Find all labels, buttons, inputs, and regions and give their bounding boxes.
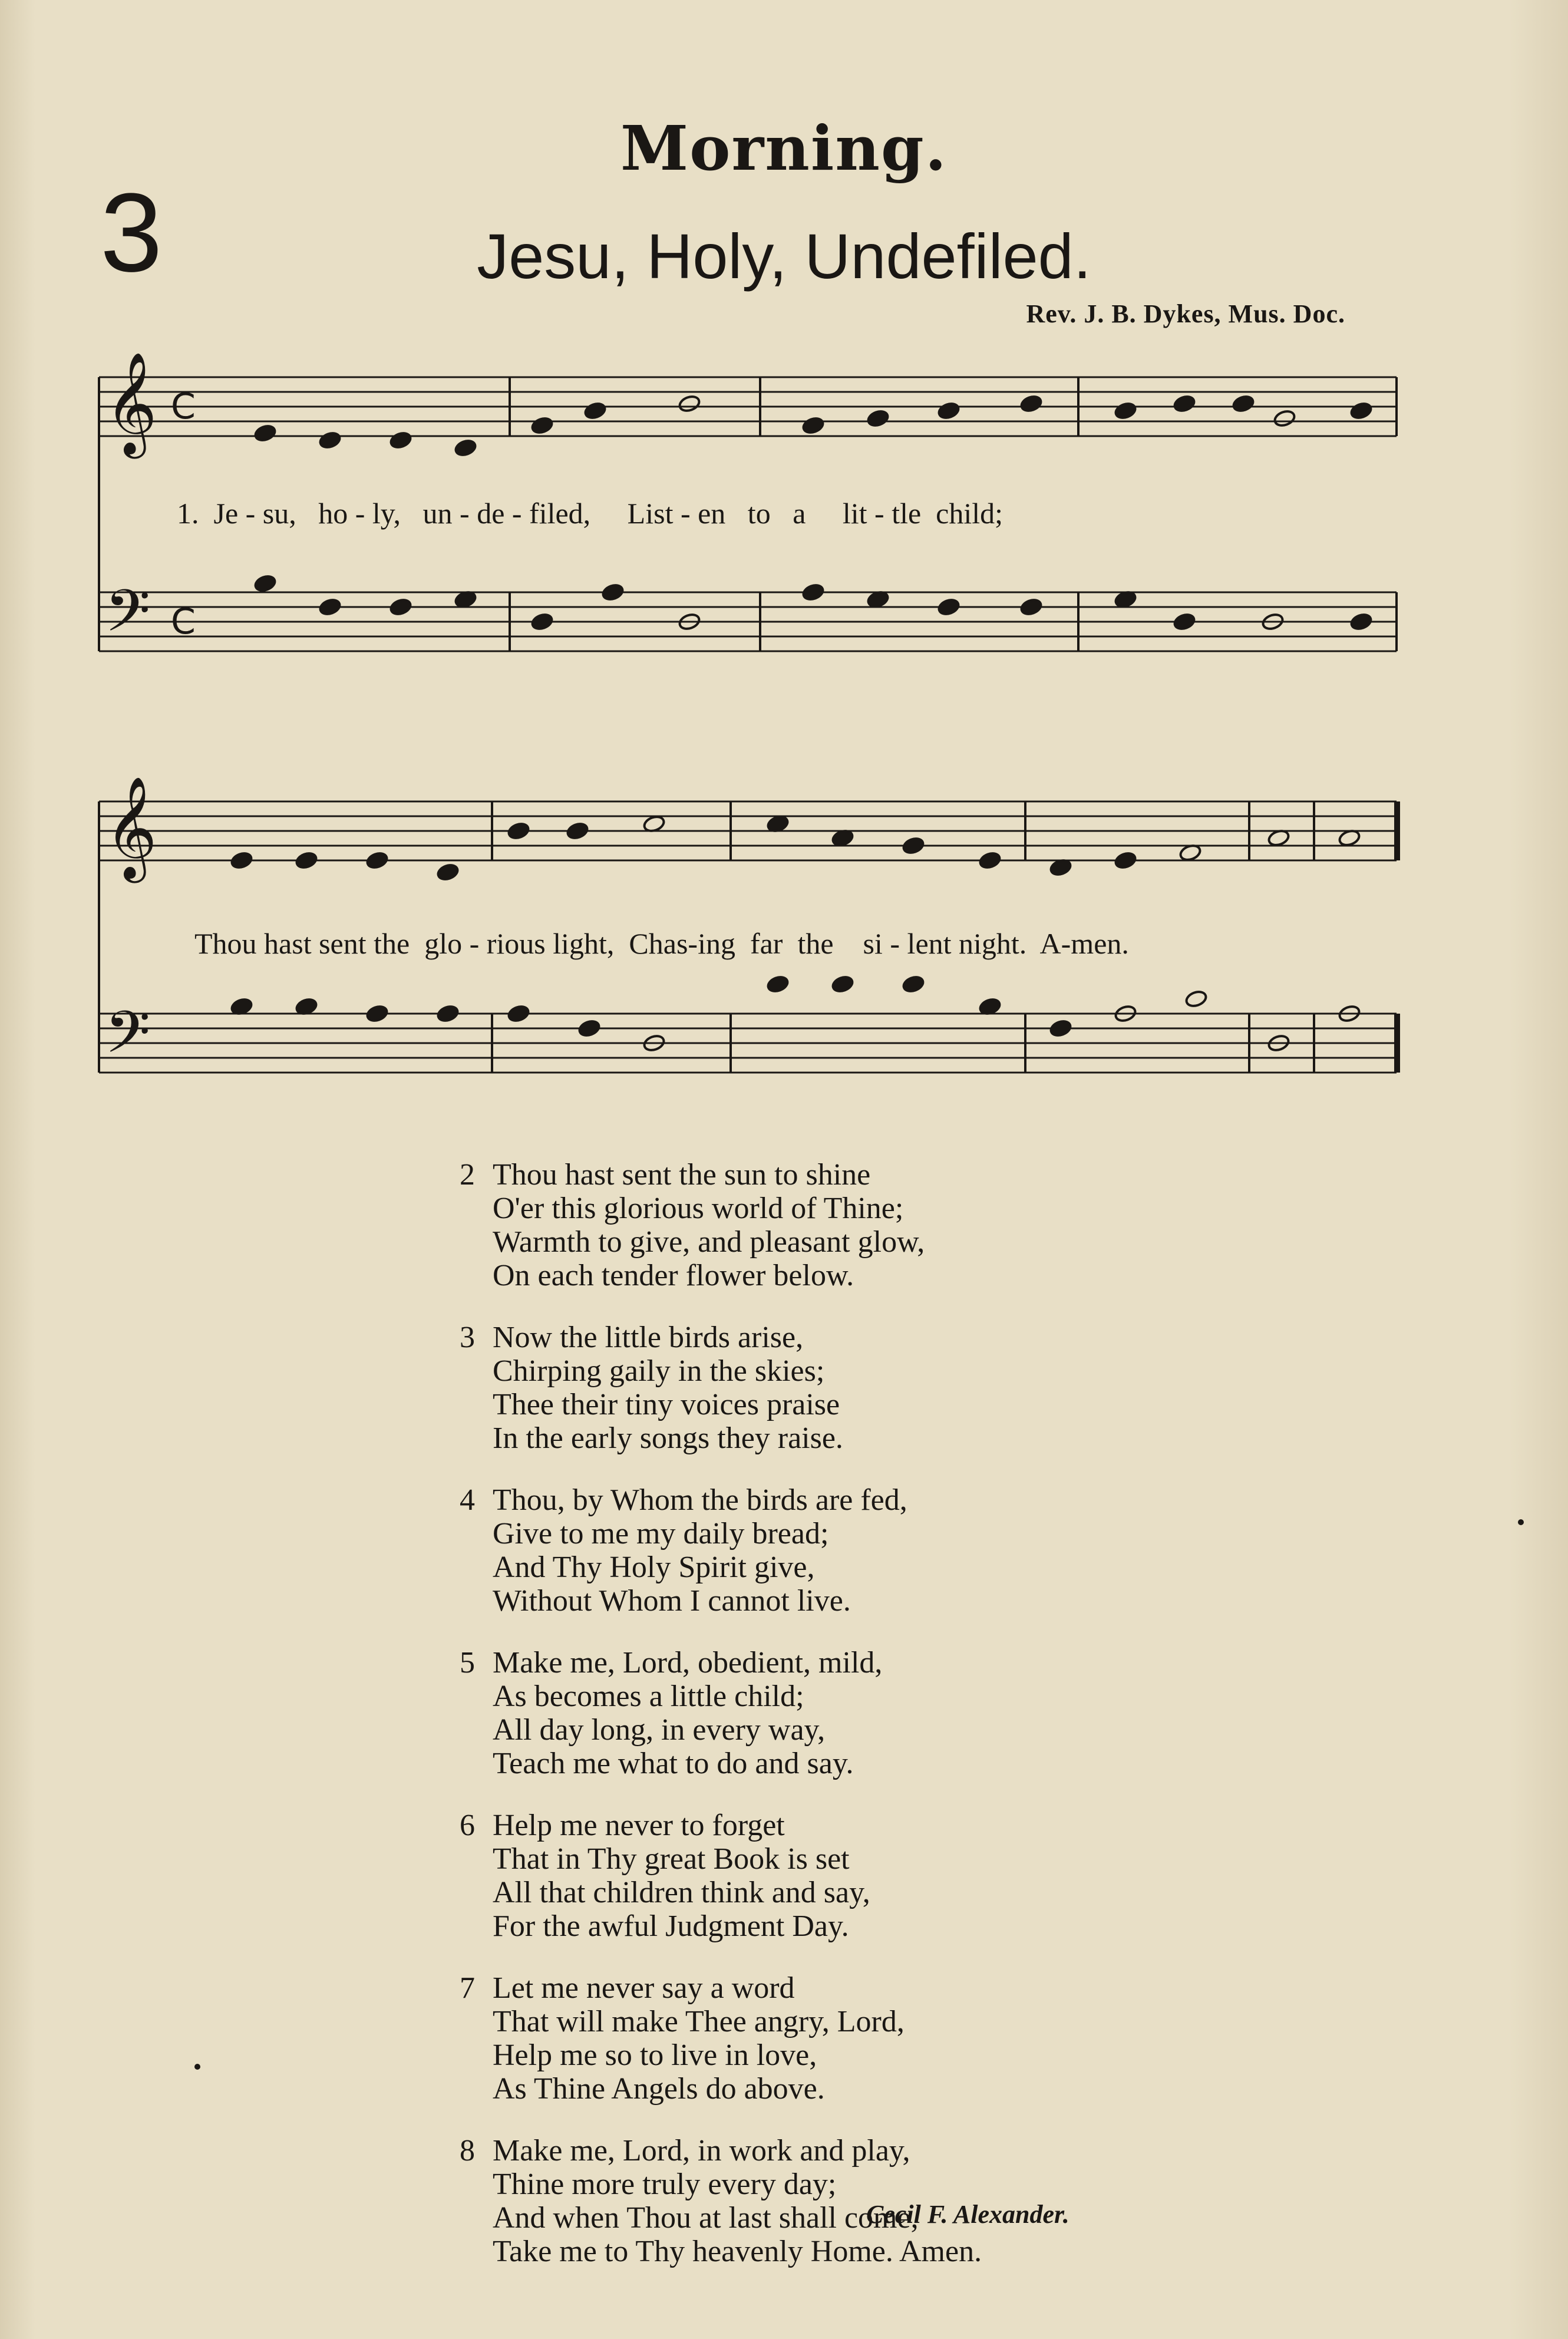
verse-line bbox=[460, 1809, 1343, 1842]
note-head bbox=[318, 431, 341, 450]
verse-line: Without Whom I cannot live. bbox=[493, 1584, 851, 1618]
verse-2 bbox=[460, 1158, 1343, 1292]
verses-block bbox=[460, 1158, 1343, 2297]
note-head bbox=[1232, 394, 1255, 413]
note-head bbox=[530, 416, 553, 435]
author-attribution: Cecil F. Alexander. bbox=[866, 2200, 1069, 2229]
music-score bbox=[0, 0, 1568, 1131]
note-head bbox=[365, 851, 388, 870]
note-head bbox=[937, 401, 960, 420]
note-head bbox=[766, 975, 789, 994]
note-head bbox=[530, 612, 553, 631]
verse-line: And Thy Holy Spirit give, bbox=[493, 1550, 815, 1584]
verse-line: All that children think and say, bbox=[493, 1876, 870, 1909]
note-head bbox=[1019, 598, 1042, 616]
note-head bbox=[230, 851, 253, 870]
note-head bbox=[801, 583, 824, 602]
note-head bbox=[253, 424, 276, 443]
margin-mark bbox=[194, 2064, 200, 2070]
note-head bbox=[507, 822, 530, 840]
verse-line: O'er this glorious world of Thine; bbox=[493, 1192, 904, 1225]
note-head bbox=[801, 416, 824, 435]
common-time-icon: C bbox=[171, 386, 196, 427]
verse-line: Warmth to give, and pleasant glow, bbox=[493, 1225, 925, 1259]
note-head bbox=[1349, 401, 1372, 420]
margin-mark bbox=[1518, 1519, 1524, 1525]
note-head bbox=[295, 851, 318, 870]
note-head bbox=[436, 1004, 459, 1023]
note-head bbox=[253, 574, 276, 593]
note-head bbox=[365, 1004, 388, 1023]
verse-5 bbox=[460, 1646, 1343, 1780]
verse-line: Take me to Thy heavenly Home. Amen. bbox=[493, 2235, 982, 2268]
hymn-number: 3 bbox=[100, 170, 163, 295]
verse-4 bbox=[460, 1483, 1343, 1618]
treble-clef-icon: 𝄞 bbox=[105, 352, 157, 454]
note-head bbox=[1114, 851, 1137, 870]
note-head bbox=[454, 438, 477, 457]
note-head bbox=[1019, 394, 1042, 413]
verse-number: 7 bbox=[460, 1971, 475, 2005]
verse-line: Give to me my daily bread; bbox=[493, 1517, 829, 1550]
verse-line: On each tender flower below. bbox=[493, 1259, 854, 1292]
note-head bbox=[436, 863, 459, 882]
final-barline bbox=[1394, 1014, 1400, 1073]
note-head bbox=[866, 409, 889, 428]
verse-text: Now the little birds arise, bbox=[493, 1321, 804, 1354]
note-head bbox=[583, 401, 606, 420]
note-head bbox=[318, 598, 341, 616]
verse-text: Let me never say a word bbox=[493, 1971, 795, 2005]
note-head bbox=[831, 975, 854, 994]
note-head bbox=[566, 822, 589, 840]
note-head bbox=[1049, 1019, 1072, 1038]
verse-line: As Thine Angels do above. bbox=[493, 2072, 825, 2106]
verse-line: Chirping gaily in the skies; bbox=[493, 1354, 825, 1388]
verse-line: That in Thy great Book is set bbox=[493, 1842, 850, 1876]
verse-line: And when Thou at last shall come, bbox=[493, 2201, 919, 2235]
verse-7 bbox=[460, 1971, 1343, 2106]
verse-line bbox=[460, 1321, 1343, 1354]
note-head bbox=[1114, 401, 1137, 420]
verse-line: For the awful Judgment Day. bbox=[493, 1909, 849, 1943]
verse-line: Thine more truly every day; bbox=[493, 2168, 837, 2201]
verse-text: Make me, Lord, in work and play, bbox=[493, 2134, 910, 2168]
verse-line bbox=[460, 1971, 1343, 2005]
note-head bbox=[389, 431, 412, 450]
verse-line: As becomes a little child; bbox=[493, 1680, 804, 1713]
note-head bbox=[902, 975, 925, 994]
final-barline bbox=[1394, 801, 1400, 860]
verse-number: 8 bbox=[460, 2134, 475, 2168]
common-time-icon: C bbox=[171, 601, 196, 642]
note-head bbox=[601, 583, 624, 602]
verse-line bbox=[460, 1646, 1343, 1680]
note-head bbox=[678, 394, 701, 413]
verse-line: Teach me what to do and say. bbox=[493, 1747, 854, 1780]
note-head bbox=[1273, 409, 1296, 428]
note-head bbox=[1173, 612, 1196, 631]
verse-line: Thee their tiny voices praise bbox=[493, 1388, 840, 1421]
verse-number: 4 bbox=[460, 1483, 475, 1517]
verse-number: 6 bbox=[460, 1809, 475, 1842]
note-head bbox=[507, 1004, 530, 1023]
verse-3 bbox=[460, 1321, 1343, 1455]
note-head bbox=[902, 836, 925, 855]
verse-number: 2 bbox=[460, 1158, 475, 1192]
bass-clef-icon: 𝄢 bbox=[105, 999, 151, 1081]
hymn-title: Jesu, Holy, Undefiled. bbox=[477, 220, 1091, 292]
verse-line bbox=[460, 2134, 1343, 2168]
verse-line: All day long, in every way, bbox=[493, 1713, 826, 1747]
note-head bbox=[978, 851, 1001, 870]
verse-line: In the early songs they raise. bbox=[493, 1421, 843, 1455]
note-head bbox=[1173, 394, 1196, 413]
verse-line bbox=[460, 1483, 1343, 1517]
verse-text: Thou, by Whom the birds are fed, bbox=[493, 1483, 907, 1517]
verse-6 bbox=[460, 1809, 1343, 1943]
note-head bbox=[389, 598, 412, 616]
lyrics-line-1: 1. Je - su, ho - ly, un - de - filed, List - en to a lit - tle child; bbox=[177, 497, 1003, 530]
verse-text: Make me, Lord, obedient, mild, bbox=[493, 1646, 883, 1680]
bass-clef-icon: 𝄢 bbox=[105, 578, 151, 659]
note-head bbox=[1184, 989, 1207, 1008]
note-head bbox=[1349, 612, 1372, 631]
verse-number: 5 bbox=[460, 1646, 475, 1680]
verse-line bbox=[460, 1158, 1343, 1192]
verse-text: Help me never to forget bbox=[493, 1809, 785, 1842]
note-head bbox=[577, 1019, 600, 1038]
treble-clef-icon: 𝄞 bbox=[105, 776, 157, 879]
verse-text: Thou hast sent the sun to shine bbox=[493, 1158, 871, 1192]
note-head bbox=[937, 598, 960, 616]
section-heading: Morning. bbox=[620, 112, 948, 184]
composer-credit: Rev. J. B. Dykes, Mus. Doc. bbox=[1026, 299, 1345, 328]
verse-line: Help me so to live in love, bbox=[493, 2038, 817, 2072]
verse-number: 3 bbox=[460, 1321, 475, 1354]
verse-line: That will make Thee angry, Lord, bbox=[493, 2005, 905, 2038]
lyrics-line-2: Thou hast sent the glo - rious light, Chas-ing far the si - lent night. A-men. bbox=[194, 927, 1129, 960]
